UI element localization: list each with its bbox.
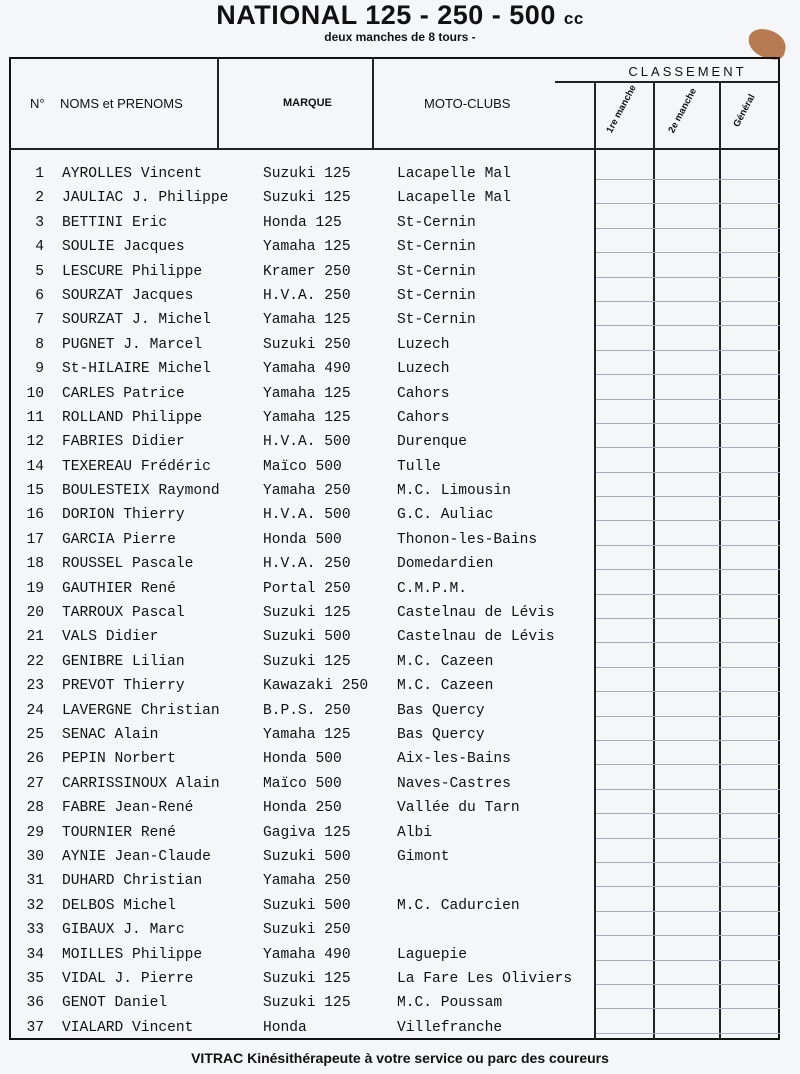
result-entry-line <box>596 911 780 912</box>
table-row <box>0 796 800 820</box>
rider-name: ROLLAND Philippe <box>62 409 203 426</box>
rider-brand: Suzuki 125 <box>263 190 351 207</box>
rider-club: Lacapelle Mal <box>397 166 511 182</box>
rider-brand: Honda 250 <box>263 800 342 817</box>
rider-brand: Honda 500 <box>263 531 342 548</box>
result-entry-line <box>596 594 780 595</box>
rider-name: LESCURE Philippe <box>62 263 203 280</box>
rider-name: FABRE Jean-René <box>62 800 194 817</box>
rider-brand: Maïco 500 <box>263 775 342 792</box>
rider-brand: H.V.A. 500 <box>263 507 351 524</box>
table-row <box>0 308 800 332</box>
result-entry-line <box>596 764 780 765</box>
table-row <box>0 528 800 552</box>
rider-number: 23 <box>26 678 44 695</box>
rider-brand: H.V.A. 500 <box>263 434 351 451</box>
table-row <box>0 186 800 210</box>
result-entry-line <box>596 374 780 375</box>
table-row <box>0 967 800 991</box>
table-row <box>0 552 800 576</box>
rider-club: Albi <box>397 824 433 841</box>
rider-number: 21 <box>26 629 44 646</box>
rider-name: JAULIAC J. Philippe <box>62 190 229 207</box>
table-row <box>0 455 800 479</box>
result-entry-line <box>596 984 780 985</box>
result-entry-line <box>596 886 780 887</box>
table-row <box>0 382 800 406</box>
rider-number: 6 <box>35 287 44 304</box>
rider-club: Durenque <box>397 434 468 451</box>
result-entry-line <box>596 203 780 204</box>
result-entry-line <box>596 350 780 351</box>
rider-brand: Gagiva 125 <box>263 824 351 841</box>
rider-number: 1 <box>35 166 44 182</box>
rider-brand: Yamaha 125 <box>263 409 351 426</box>
rider-name: ROUSSEL Pascale <box>62 556 194 573</box>
rider-brand: Suzuki 500 <box>263 848 351 865</box>
rider-club: Luzech <box>397 336 450 353</box>
result-entry-line <box>596 740 780 741</box>
rider-brand: Suzuki 125 <box>263 166 351 182</box>
rider-number: 36 <box>26 995 44 1012</box>
header-round1: 1re manche <box>604 83 639 135</box>
rider-number: 34 <box>26 946 44 963</box>
rider-number: 18 <box>26 556 44 573</box>
rider-club: Lacapelle Mal <box>397 190 511 207</box>
result-entry-line <box>596 642 780 643</box>
rider-name: PREVOT Thierry <box>62 678 185 695</box>
table-row <box>0 479 800 503</box>
table-row <box>0 723 800 747</box>
rider-brand: Honda 500 <box>263 751 342 768</box>
rider-name: PUGNET J. Marcel <box>62 336 203 353</box>
rider-club: St-Cernin <box>397 239 476 256</box>
result-entry-line <box>596 862 780 863</box>
table-row <box>0 918 800 942</box>
table-row <box>0 821 800 845</box>
rider-number: 22 <box>26 653 44 670</box>
rider-club: M.C. Poussam <box>397 995 503 1012</box>
rider-brand: Portal 250 <box>263 580 351 597</box>
rider-brand: Kramer 250 <box>263 263 351 280</box>
rider-brand: H.V.A. 250 <box>263 556 351 573</box>
rider-name: BOULESTEIX Raymond <box>62 483 220 500</box>
result-entry-line <box>596 472 780 473</box>
rider-club: M.C. Cazeen <box>397 653 494 670</box>
header-number: N° <box>30 96 45 111</box>
header-round2: 2e manche <box>666 86 700 135</box>
rider-club: St-Cernin <box>397 312 476 329</box>
rider-brand: Suzuki 500 <box>263 629 351 646</box>
table-row <box>0 333 800 357</box>
rider-number: 32 <box>26 897 44 914</box>
rider-club: Tulle <box>397 458 441 475</box>
table-row <box>0 845 800 869</box>
table-row <box>0 625 800 649</box>
table-row <box>0 674 800 698</box>
rider-number: 31 <box>26 873 44 890</box>
rider-number: 24 <box>26 702 44 719</box>
result-entry-line <box>596 838 780 839</box>
table-row <box>0 284 800 308</box>
result-entry-line <box>596 228 780 229</box>
rider-name: CARRISSINOUX Alain <box>62 775 220 792</box>
table-row <box>0 869 800 893</box>
table-row <box>0 894 800 918</box>
rider-name: CARLES Patrice <box>62 385 185 402</box>
rider-brand: Suzuki 125 <box>263 653 351 670</box>
rider-name: GENOT Daniel <box>62 995 168 1012</box>
rider-brand: Suzuki 500 <box>263 897 351 914</box>
rider-name: SOULIE Jacques <box>62 239 185 256</box>
header-overall: Général <box>731 92 758 129</box>
rider-brand: Suzuki 125 <box>263 995 351 1012</box>
rider-number: 30 <box>26 848 44 865</box>
result-entry-line <box>596 423 780 424</box>
rider-club: M.C. Cazeen <box>397 678 494 695</box>
rider-club: St-Cernin <box>397 263 476 280</box>
rider-name: TOURNIER René <box>62 824 176 841</box>
result-entry-line <box>596 496 780 497</box>
rider-number: 14 <box>26 458 44 475</box>
rider-name: TARROUX Pascal <box>62 605 185 622</box>
table-row <box>0 601 800 625</box>
result-entry-line <box>596 691 780 692</box>
rider-number: 17 <box>26 531 44 548</box>
rider-club: Villefranche <box>397 1019 503 1036</box>
rider-number: 29 <box>26 824 44 841</box>
rider-brand: Maïco 500 <box>263 458 342 475</box>
rider-brand: Yamaha 250 <box>263 873 351 890</box>
rider-name: VALS Didier <box>62 629 159 646</box>
result-entry-line <box>596 399 780 400</box>
rider-brand: Suzuki 250 <box>263 336 351 353</box>
rider-club: Bas Quercy <box>397 726 485 743</box>
rider-brand: H.V.A. 250 <box>263 287 351 304</box>
rider-number: 27 <box>26 775 44 792</box>
rider-club: Laguepie <box>397 946 468 963</box>
page-subtitle: deux manches de 8 tours - <box>324 30 476 44</box>
rider-name: FABRIES Didier <box>62 434 185 451</box>
header-names: NOMS et PRENOMS <box>60 96 183 111</box>
table-row <box>0 1016 800 1040</box>
table-row <box>0 747 800 771</box>
rider-name: St-HILAIRE Michel <box>62 361 211 378</box>
result-entry-line <box>596 325 780 326</box>
divider-names <box>217 59 219 149</box>
result-entry-line <box>596 252 780 253</box>
rider-number: 4 <box>35 239 44 256</box>
rider-name: AYNIE Jean-Claude <box>62 848 211 865</box>
table-row <box>0 772 800 796</box>
result-entry-line <box>596 1033 780 1034</box>
rider-number: 11 <box>26 409 44 426</box>
rider-name: GARCIA Pierre <box>62 531 176 548</box>
rider-brand: Suzuki 250 <box>263 922 351 939</box>
result-entry-line <box>596 447 780 448</box>
title-main: NATIONAL 125 - 250 - 500 <box>216 0 556 30</box>
rider-name: BETTINI Eric <box>62 214 168 231</box>
divider-brand <box>372 59 374 149</box>
rider-number: 33 <box>26 922 44 939</box>
rider-name: GAUTHIER René <box>62 580 176 597</box>
rider-number: 2 <box>35 190 44 207</box>
header-ranking: CLASSEMENT <box>628 64 747 79</box>
table-row <box>0 235 800 259</box>
result-entry-line <box>596 716 780 717</box>
rider-name: DUHARD Christian <box>62 873 203 890</box>
rider-name: MOILLES Philippe <box>62 946 203 963</box>
divider-classement <box>555 81 780 83</box>
footer-note: VITRAC Kinésithérapeute à votre service ou parc des coureurs <box>191 1050 609 1066</box>
rider-club: Naves-Castres <box>397 775 511 792</box>
rider-name: VIALARD Vincent <box>62 1019 194 1036</box>
rider-number: 35 <box>26 970 44 987</box>
rider-name: GIBAUX J. Marc <box>62 922 185 939</box>
table-row <box>0 991 800 1015</box>
table-row <box>0 430 800 454</box>
rider-club: Cahors <box>397 385 450 402</box>
rider-brand: Suzuki 125 <box>263 605 351 622</box>
rider-brand: Yamaha 490 <box>263 946 351 963</box>
header-clubs: MOTO-CLUBS <box>424 96 511 111</box>
rider-number: 28 <box>26 800 44 817</box>
rider-club: Castelnau de Lévis <box>397 605 555 622</box>
rider-number: 20 <box>26 605 44 622</box>
result-entry-line <box>596 618 780 619</box>
rider-name: AYROLLES Vincent <box>62 166 203 182</box>
rider-number: 3 <box>35 214 44 231</box>
rider-brand: Kawazaki 250 <box>263 678 369 695</box>
result-entry-line <box>596 520 780 521</box>
rider-brand: Suzuki 125 <box>263 970 351 987</box>
rider-number: 8 <box>35 336 44 353</box>
title-unit: cc <box>563 9 584 28</box>
rider-club: Castelnau de Lévis <box>397 629 555 646</box>
rider-club: St-Cernin <box>397 214 476 231</box>
rider-name: TEXEREAU Frédéric <box>62 458 211 475</box>
rider-club: M.C. Limousin <box>397 483 511 500</box>
rider-brand: Honda 125 <box>263 214 342 231</box>
result-entry-line <box>596 960 780 961</box>
table-row <box>0 162 800 186</box>
table-row <box>0 577 800 601</box>
rider-number: 37 <box>26 1019 44 1036</box>
rider-name: SOURZAT J. Michel <box>62 312 211 329</box>
rider-club: M.C. Cadurcien <box>397 897 520 914</box>
result-entry-line <box>596 667 780 668</box>
table-row <box>0 357 800 381</box>
rider-brand: Honda <box>263 1019 307 1036</box>
table-row <box>0 503 800 527</box>
rider-brand: Yamaha 125 <box>263 239 351 256</box>
rider-number: 5 <box>35 263 44 280</box>
rider-name: DORION Thierry <box>62 507 185 524</box>
table-row <box>0 260 800 284</box>
rider-club: Cahors <box>397 409 450 426</box>
result-entry-line <box>596 569 780 570</box>
table-row <box>0 699 800 723</box>
rider-club: Thonon-les-Bains <box>397 531 538 548</box>
rider-number: 25 <box>26 726 44 743</box>
result-entry-line <box>596 545 780 546</box>
table-row <box>0 943 800 967</box>
rider-club: G.C. Auliac <box>397 507 494 524</box>
rider-number: 12 <box>26 434 44 451</box>
result-entry-line <box>596 789 780 790</box>
rider-club: Aix-les-Bains <box>397 751 511 768</box>
rider-name: SOURZAT Jacques <box>62 287 194 304</box>
rider-name: SENAC Alain <box>62 726 159 743</box>
rider-brand: Yamaha 490 <box>263 361 351 378</box>
rider-name: VIDAL J. Pierre <box>62 970 194 987</box>
result-entry-line <box>596 935 780 936</box>
rider-brand: Yamaha 250 <box>263 483 351 500</box>
table-row <box>0 650 800 674</box>
result-entry-line <box>596 1008 780 1009</box>
table-row <box>0 211 800 235</box>
rider-brand: Yamaha 125 <box>263 385 351 402</box>
rider-number: 16 <box>26 507 44 524</box>
rider-list <box>0 162 800 1040</box>
rider-name: DELBOS Michel <box>62 897 176 914</box>
page-title <box>0 0 800 34</box>
result-entry-line <box>596 179 780 180</box>
rider-name: PEPIN Norbert <box>62 751 176 768</box>
rider-name: GENIBRE Lilian <box>62 653 185 670</box>
divider-header-bottom <box>9 148 780 150</box>
rider-club: St-Cernin <box>397 287 476 304</box>
rider-club: Gimont <box>397 848 450 865</box>
rider-club: Vallée du Tarn <box>397 800 520 817</box>
rider-number: 15 <box>26 483 44 500</box>
result-entry-line <box>596 301 780 302</box>
rider-club: Domedardien <box>397 556 494 573</box>
rider-name: LAVERGNE Christian <box>62 702 220 719</box>
rider-number: 10 <box>26 385 44 402</box>
result-entry-line <box>596 277 780 278</box>
rider-brand: Yamaha 125 <box>263 312 351 329</box>
header-brand: MARQUE <box>283 97 332 109</box>
rider-club: C.M.P.M. <box>397 580 468 597</box>
rider-brand: Yamaha 125 <box>263 726 351 743</box>
rider-brand: B.P.S. 250 <box>263 702 351 719</box>
rider-club: Bas Quercy <box>397 702 485 719</box>
rider-number: 19 <box>26 580 44 597</box>
rider-number: 9 <box>35 361 44 378</box>
table-row <box>0 406 800 430</box>
rider-club: Luzech <box>397 361 450 378</box>
result-entry-line <box>596 813 780 814</box>
rider-club: La Fare Les Oliviers <box>397 970 573 987</box>
rider-number: 7 <box>35 312 44 329</box>
rider-number: 26 <box>26 751 44 768</box>
